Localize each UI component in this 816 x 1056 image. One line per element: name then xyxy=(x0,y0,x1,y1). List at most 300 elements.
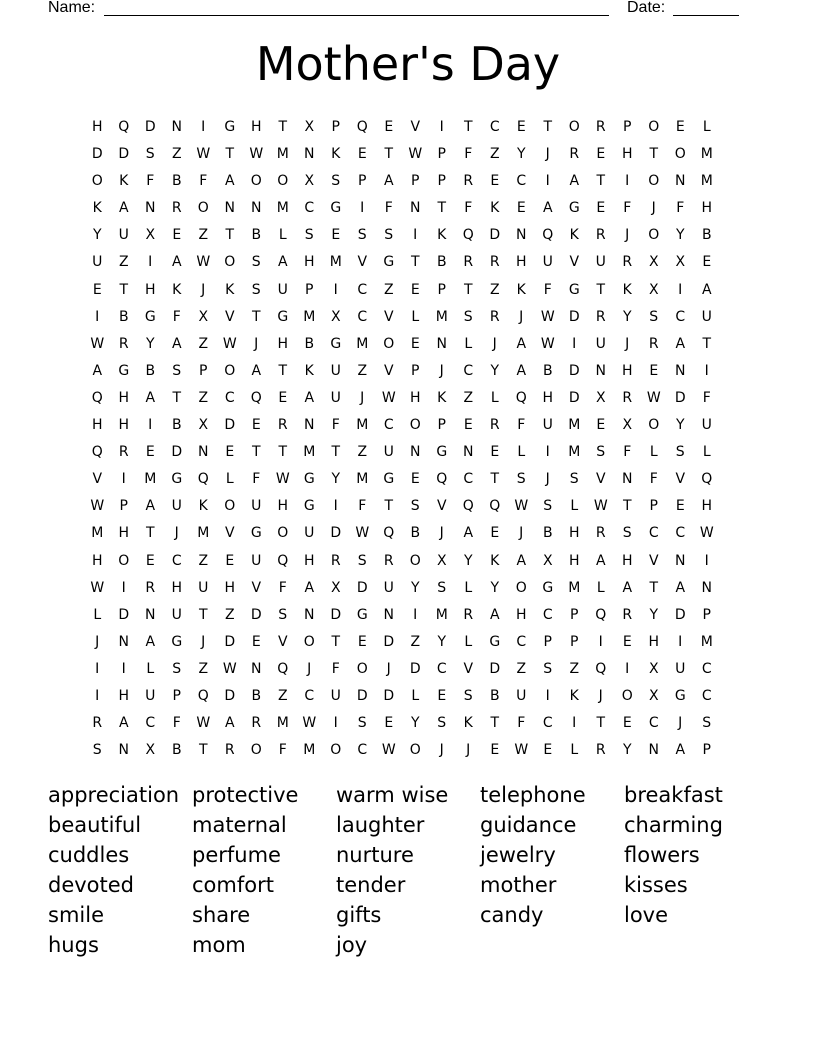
grid-letter[interactable]: H xyxy=(542,389,554,406)
grid-letter[interactable]: L xyxy=(464,633,473,650)
grid-letter[interactable]: F xyxy=(464,146,473,163)
grid-letter[interactable]: Q xyxy=(436,471,448,488)
grid-letter[interactable]: F xyxy=(331,417,340,434)
grid-letter[interactable]: F xyxy=(172,715,181,732)
grid-letter[interactable]: K xyxy=(463,715,473,732)
grid-letter[interactable]: M xyxy=(356,471,369,488)
grid-letter[interactable]: D xyxy=(489,227,501,244)
grid-letter[interactable]: U xyxy=(198,579,209,596)
grid-letter[interactable]: H xyxy=(303,552,315,569)
grid-letter[interactable]: D xyxy=(383,687,395,704)
grid-letter[interactable]: R xyxy=(383,552,394,569)
grid-letter[interactable]: Z xyxy=(198,335,209,352)
grid-letter[interactable]: Y xyxy=(516,146,526,163)
grid-letter[interactable]: G xyxy=(224,119,236,135)
grid-letter[interactable]: P xyxy=(543,633,552,650)
grid-letter[interactable]: M xyxy=(700,173,713,190)
grid-letter[interactable]: D xyxy=(171,444,183,461)
grid-letter[interactable]: B xyxy=(171,742,182,759)
grid-letter[interactable]: I xyxy=(333,715,338,732)
grid-letter[interactable]: U xyxy=(330,389,341,406)
grid-letter[interactable]: T xyxy=(596,173,606,190)
grid-letter[interactable]: C xyxy=(542,715,553,732)
grid-letter[interactable]: Y xyxy=(675,417,685,434)
grid-letter[interactable]: Y xyxy=(622,308,632,325)
grid-letter[interactable]: R xyxy=(489,254,500,271)
grid-letter[interactable]: P xyxy=(199,362,208,379)
grid-letter[interactable]: E xyxy=(384,119,394,135)
grid-letter[interactable]: G xyxy=(171,633,183,650)
grid-letter[interactable]: M xyxy=(356,335,369,352)
grid-letter[interactable]: I xyxy=(572,715,577,732)
grid-letter[interactable]: R xyxy=(595,119,606,135)
grid-letter[interactable]: A xyxy=(118,200,129,217)
grid-letter[interactable]: Z xyxy=(357,444,368,461)
grid-letter[interactable]: R xyxy=(171,200,182,217)
grid-letter[interactable]: L xyxy=(93,606,102,623)
grid-letter[interactable]: T xyxy=(384,146,394,163)
grid-letter[interactable]: K xyxy=(569,227,579,244)
grid-letter[interactable]: P xyxy=(702,606,711,623)
grid-letter[interactable]: Z xyxy=(198,660,209,677)
grid-letter[interactable]: J xyxy=(625,227,630,244)
grid-letter[interactable]: E xyxy=(145,552,155,569)
grid-letter[interactable]: A xyxy=(171,335,182,352)
grid-letter[interactable]: R xyxy=(92,715,103,732)
grid-letter[interactable]: J xyxy=(439,742,444,759)
grid-letter[interactable]: W xyxy=(90,498,105,515)
grid-letter[interactable]: J xyxy=(386,660,391,677)
grid-letter[interactable]: S xyxy=(437,579,447,596)
grid-letter[interactable]: A xyxy=(304,389,315,406)
grid-letter[interactable]: U xyxy=(92,254,103,271)
grid-letter[interactable]: X xyxy=(304,173,315,190)
grid-letter[interactable]: N xyxy=(622,471,633,488)
grid-letter[interactable]: Q xyxy=(383,525,395,542)
grid-letter[interactable]: N xyxy=(516,227,527,244)
grid-letter[interactable]: M xyxy=(303,444,316,461)
grid-letter[interactable]: S xyxy=(596,444,606,461)
grid-letter[interactable]: G xyxy=(674,687,686,704)
grid-letter[interactable]: F xyxy=(702,389,711,406)
grid-letter[interactable]: X xyxy=(648,254,659,271)
grid-letter[interactable]: O xyxy=(409,552,421,569)
grid-letter[interactable]: R xyxy=(463,606,474,623)
grid-letter[interactable]: A xyxy=(675,579,686,596)
grid-letter[interactable]: B xyxy=(171,173,182,190)
grid-letter[interactable]: A xyxy=(489,606,500,623)
grid-letter[interactable]: A xyxy=(277,254,288,271)
grid-letter[interactable]: Q xyxy=(595,606,607,623)
grid-letter[interactable]: L xyxy=(411,308,420,325)
grid-letter[interactable]: C xyxy=(145,715,156,732)
grid-letter[interactable]: U xyxy=(701,308,712,325)
grid-letter[interactable]: S xyxy=(172,660,182,677)
grid-letter[interactable]: E xyxy=(596,200,606,217)
grid-letter[interactable]: H xyxy=(91,552,103,569)
grid-letter[interactable]: O xyxy=(250,742,262,759)
grid-letter[interactable]: R xyxy=(118,335,129,352)
grid-letter[interactable]: U xyxy=(383,579,394,596)
grid-letter[interactable]: V xyxy=(383,362,394,379)
grid-letter[interactable]: W xyxy=(381,742,396,759)
grid-letter[interactable]: T xyxy=(145,525,155,542)
grid-letter[interactable]: N xyxy=(118,633,129,650)
grid-letter[interactable]: O xyxy=(224,498,236,515)
grid-letter[interactable]: A xyxy=(251,362,262,379)
grid-letter[interactable]: Q xyxy=(462,227,474,244)
grid-letter[interactable]: J xyxy=(545,471,550,488)
grid-letter[interactable]: O xyxy=(356,660,368,677)
grid-letter[interactable]: Q xyxy=(595,660,607,677)
grid-letter[interactable]: Z xyxy=(463,389,474,406)
grid-letter[interactable]: Q xyxy=(277,552,289,569)
grid-letter[interactable]: P xyxy=(570,633,579,650)
grid-letter[interactable]: F xyxy=(146,173,155,190)
grid-letter[interactable]: I xyxy=(333,498,338,515)
grid-letter[interactable]: U xyxy=(277,281,288,298)
grid-letter[interactable]: N xyxy=(145,606,156,623)
grid-letter[interactable]: H xyxy=(118,687,130,704)
grid-letter[interactable]: H xyxy=(118,389,130,406)
grid-letter[interactable]: D xyxy=(144,119,156,135)
grid-letter[interactable]: V xyxy=(569,254,580,271)
grid-letter[interactable]: U xyxy=(118,227,129,244)
grid-letter[interactable]: T xyxy=(596,281,606,298)
grid-letter[interactable]: G xyxy=(171,471,183,488)
grid-letter[interactable]: W xyxy=(196,254,211,271)
grid-letter[interactable]: C xyxy=(463,471,474,488)
grid-letter[interactable]: F xyxy=(464,200,473,217)
grid-letter[interactable]: D xyxy=(250,606,262,623)
grid-letter[interactable]: J xyxy=(492,335,497,352)
grid-letter[interactable]: H xyxy=(621,362,633,379)
grid-letter[interactable]: B xyxy=(118,308,129,325)
grid-letter[interactable]: C xyxy=(383,417,394,434)
grid-letter[interactable]: F xyxy=(517,417,526,434)
grid-letter[interactable]: T xyxy=(622,498,632,515)
grid-letter[interactable]: L xyxy=(596,579,605,596)
grid-letter[interactable]: E xyxy=(490,444,500,461)
grid-letter[interactable]: H xyxy=(277,335,289,352)
grid-letter[interactable]: F xyxy=(252,471,261,488)
grid-letter[interactable]: P xyxy=(437,173,446,190)
grid-letter[interactable]: H xyxy=(118,525,130,542)
grid-letter[interactable]: X xyxy=(622,417,633,434)
grid-letter[interactable]: Y xyxy=(437,633,447,650)
grid-letter[interactable]: K xyxy=(172,281,182,298)
grid-letter[interactable]: M xyxy=(144,471,157,488)
grid-letter[interactable]: V xyxy=(648,552,659,569)
grid-letter[interactable]: H xyxy=(91,119,103,135)
grid-letter[interactable]: A xyxy=(622,579,633,596)
grid-letter[interactable]: E xyxy=(145,444,155,461)
grid-letter[interactable]: Q xyxy=(91,444,103,461)
grid-letter[interactable]: O xyxy=(303,633,315,650)
grid-letter[interactable]: K xyxy=(119,173,129,190)
grid-letter[interactable]: C xyxy=(542,606,553,623)
grid-letter[interactable]: M xyxy=(91,525,104,542)
grid-letter[interactable]: C xyxy=(516,633,527,650)
grid-letter[interactable]: L xyxy=(278,227,287,244)
grid-letter[interactable]: Q xyxy=(515,389,527,406)
grid-letter[interactable]: E xyxy=(596,417,606,434)
grid-letter[interactable]: F xyxy=(199,173,208,190)
grid-letter[interactable]: A xyxy=(463,525,474,542)
grid-letter[interactable]: N xyxy=(436,335,447,352)
grid-letter[interactable]: V xyxy=(251,579,262,596)
grid-letter[interactable]: V xyxy=(595,471,606,488)
grid-letter[interactable]: S xyxy=(145,146,155,163)
grid-letter[interactable]: E xyxy=(410,335,420,352)
grid-letter[interactable]: Z xyxy=(277,687,288,704)
grid-letter[interactable]: J xyxy=(254,335,259,352)
grid-letter[interactable]: D xyxy=(330,525,342,542)
grid-letter[interactable]: S xyxy=(357,715,367,732)
grid-letter[interactable]: M xyxy=(435,606,448,623)
grid-letter[interactable]: E xyxy=(463,417,473,434)
grid-letter[interactable]: U xyxy=(330,687,341,704)
grid-letter[interactable]: H xyxy=(515,254,527,271)
grid-letter[interactable]: K xyxy=(304,362,314,379)
grid-letter[interactable]: U xyxy=(145,687,156,704)
grid-letter[interactable]: O xyxy=(674,146,686,163)
grid-letter[interactable]: R xyxy=(463,254,474,271)
grid-letter[interactable]: E xyxy=(675,119,685,135)
grid-letter[interactable]: P xyxy=(331,119,340,135)
grid-letter[interactable]: U xyxy=(675,660,686,677)
grid-letter[interactable]: K xyxy=(331,146,341,163)
grid-letter[interactable]: W xyxy=(540,335,555,352)
grid-letter[interactable]: H xyxy=(277,498,289,515)
grid-letter[interactable]: J xyxy=(360,389,365,406)
grid-letter[interactable]: Q xyxy=(277,660,289,677)
grid-letter[interactable]: D xyxy=(356,687,368,704)
grid-letter[interactable]: O xyxy=(277,173,289,190)
grid-letter[interactable]: D xyxy=(330,606,342,623)
grid-letter[interactable]: Z xyxy=(198,227,209,244)
grid-letter[interactable]: N xyxy=(675,173,686,190)
grid-letter[interactable]: Y xyxy=(331,471,341,488)
grid-letter[interactable]: C xyxy=(675,308,686,325)
grid-letter[interactable]: L xyxy=(649,444,658,461)
grid-letter[interactable]: G xyxy=(118,362,130,379)
grid-letter[interactable]: R xyxy=(224,742,235,759)
grid-letter[interactable]: Y xyxy=(622,742,632,759)
grid-letter[interactable]: F xyxy=(517,715,526,732)
grid-letter[interactable]: A xyxy=(701,281,712,298)
grid-letter[interactable]: R xyxy=(489,417,500,434)
grid-letter[interactable]: Y xyxy=(490,579,500,596)
grid-letter[interactable]: F xyxy=(172,308,181,325)
grid-letter[interactable]: Q xyxy=(197,471,209,488)
grid-letter[interactable]: J xyxy=(651,200,656,217)
grid-letter[interactable]: I xyxy=(572,335,577,352)
grid-letter[interactable]: R xyxy=(595,308,606,325)
grid-letter[interactable]: T xyxy=(490,471,500,488)
grid-letter[interactable]: W xyxy=(249,146,264,163)
grid-letter[interactable]: M xyxy=(276,715,289,732)
grid-letter[interactable]: R xyxy=(118,444,129,461)
grid-letter[interactable]: K xyxy=(490,552,500,569)
grid-letter[interactable]: H xyxy=(515,606,527,623)
grid-letter[interactable]: Z xyxy=(198,389,209,406)
grid-letter[interactable]: Q xyxy=(197,687,209,704)
grid-letter[interactable]: W xyxy=(90,335,105,352)
grid-letter[interactable]: G xyxy=(383,471,395,488)
grid-letter[interactable]: J xyxy=(201,633,206,650)
grid-letter[interactable]: E xyxy=(622,715,632,732)
grid-letter[interactable]: U xyxy=(595,254,606,271)
grid-letter[interactable]: I xyxy=(148,417,153,434)
grid-letter[interactable]: G xyxy=(383,254,395,271)
grid-letter[interactable]: S xyxy=(251,254,261,271)
grid-letter[interactable]: Q xyxy=(250,389,262,406)
grid-letter[interactable]: M xyxy=(303,308,316,325)
grid-letter[interactable]: Z xyxy=(410,633,421,650)
grid-letter[interactable]: H xyxy=(303,254,315,271)
grid-letter[interactable]: D xyxy=(224,417,236,434)
grid-letter[interactable]: D xyxy=(383,633,395,650)
grid-letter[interactable]: I xyxy=(360,200,365,217)
grid-letter[interactable]: T xyxy=(225,146,235,163)
grid-letter[interactable]: V xyxy=(410,119,421,135)
grid-letter[interactable]: B xyxy=(436,254,447,271)
grid-letter[interactable]: A xyxy=(542,200,553,217)
grid-letter[interactable]: Q xyxy=(701,471,713,488)
grid-letter[interactable]: F xyxy=(331,660,340,677)
grid-letter[interactable]: F xyxy=(543,281,552,298)
grid-letter[interactable]: T xyxy=(490,715,500,732)
grid-letter[interactable]: X xyxy=(542,552,553,569)
grid-letter[interactable]: J xyxy=(545,146,550,163)
grid-letter[interactable]: Z xyxy=(118,254,129,271)
grid-letter[interactable]: T xyxy=(437,200,447,217)
grid-letter[interactable]: P xyxy=(702,742,711,759)
grid-letter[interactable]: U xyxy=(516,687,527,704)
grid-letter[interactable]: R xyxy=(595,525,606,542)
grid-letter[interactable]: L xyxy=(570,498,579,515)
grid-letter[interactable]: R xyxy=(251,715,262,732)
grid-letter[interactable]: C xyxy=(648,525,659,542)
grid-letter[interactable]: I xyxy=(625,660,630,677)
grid-letter[interactable]: S xyxy=(410,498,420,515)
grid-letter[interactable]: N xyxy=(410,200,421,217)
grid-letter[interactable]: G xyxy=(542,579,554,596)
grid-letter[interactable]: M xyxy=(435,308,448,325)
grid-letter[interactable]: S xyxy=(543,498,553,515)
grid-letter[interactable]: U xyxy=(542,254,553,271)
grid-letter[interactable]: D xyxy=(91,146,103,163)
grid-letter[interactable]: H xyxy=(568,525,580,542)
grid-letter[interactable]: F xyxy=(676,200,685,217)
grid-letter[interactable]: A xyxy=(224,715,235,732)
grid-letter[interactable]: O xyxy=(515,579,527,596)
grid-letter[interactable]: T xyxy=(278,444,288,461)
grid-letter[interactable]: Z xyxy=(224,606,235,623)
grid-letter[interactable]: A xyxy=(145,389,156,406)
grid-letter[interactable]: C xyxy=(648,715,659,732)
grid-letter[interactable]: M xyxy=(197,525,210,542)
grid-letter[interactable]: A xyxy=(145,633,156,650)
grid-letter[interactable]: D xyxy=(356,579,368,596)
grid-letter[interactable]: D xyxy=(568,308,580,325)
grid-letter[interactable]: H xyxy=(621,552,633,569)
grid-letter[interactable]: G xyxy=(303,471,315,488)
grid-letter[interactable]: H xyxy=(91,417,103,434)
grid-letter[interactable]: N xyxy=(304,146,315,163)
grid-letter[interactable]: R xyxy=(622,606,633,623)
grid-letter[interactable]: C xyxy=(463,362,474,379)
grid-letter[interactable]: H xyxy=(648,633,660,650)
grid-letter[interactable]: E xyxy=(516,119,526,135)
grid-letter[interactable]: R xyxy=(569,146,580,163)
grid-letter[interactable]: Y xyxy=(92,227,102,244)
grid-letter[interactable]: W xyxy=(514,742,529,759)
grid-letter[interactable]: Y xyxy=(463,552,473,569)
grid-letter[interactable]: W xyxy=(90,579,105,596)
grid-letter[interactable]: J xyxy=(439,362,444,379)
grid-letter[interactable]: J xyxy=(625,335,630,352)
grid-letter[interactable]: B xyxy=(145,362,156,379)
name-field[interactable] xyxy=(104,0,609,16)
grid-letter[interactable]: S xyxy=(543,660,553,677)
grid-letter[interactable]: G xyxy=(250,525,262,542)
grid-letter[interactable]: M xyxy=(303,742,316,759)
grid-letter[interactable]: T xyxy=(278,362,288,379)
grid-letter[interactable]: S xyxy=(331,173,341,190)
grid-letter[interactable]: C xyxy=(701,687,712,704)
grid-letter[interactable]: V xyxy=(224,525,235,542)
grid-letter[interactable]: S xyxy=(384,227,394,244)
grid-letter[interactable]: N xyxy=(675,362,686,379)
grid-letter[interactable]: Z xyxy=(383,281,394,298)
grid-letter[interactable]: P xyxy=(437,417,446,434)
grid-letter[interactable]: I xyxy=(678,281,683,298)
grid-letter[interactable]: R xyxy=(277,417,288,434)
grid-letter[interactable]: J xyxy=(174,525,179,542)
grid-letter[interactable]: K xyxy=(437,389,447,406)
grid-letter[interactable]: X xyxy=(675,254,686,271)
grid-letter[interactable]: N xyxy=(118,742,129,759)
grid-letter[interactable]: A xyxy=(92,362,103,379)
grid-letter[interactable]: S xyxy=(622,525,632,542)
grid-letter[interactable]: T xyxy=(172,389,182,406)
grid-letter[interactable]: Q xyxy=(91,389,103,406)
date-field[interactable] xyxy=(673,0,739,16)
grid-letter[interactable]: I xyxy=(704,552,709,569)
grid-letter[interactable]: R xyxy=(648,335,659,352)
grid-letter[interactable]: K xyxy=(198,498,208,515)
grid-letter[interactable]: T xyxy=(331,444,341,461)
grid-letter[interactable]: I xyxy=(333,281,338,298)
grid-letter[interactable]: L xyxy=(517,444,526,461)
grid-letter[interactable]: B xyxy=(251,687,262,704)
grid-letter[interactable]: E xyxy=(437,687,447,704)
grid-letter[interactable]: E xyxy=(596,146,606,163)
grid-letter[interactable]: E xyxy=(225,444,235,461)
grid-letter[interactable]: N xyxy=(675,552,686,569)
grid-letter[interactable]: S xyxy=(251,281,261,298)
grid-letter[interactable]: J xyxy=(307,660,312,677)
grid-letter[interactable]: V xyxy=(383,308,394,325)
grid-letter[interactable]: M xyxy=(276,146,289,163)
grid-letter[interactable]: U xyxy=(595,335,606,352)
grid-letter[interactable]: E xyxy=(251,633,261,650)
grid-letter[interactable]: T xyxy=(331,633,341,650)
grid-letter[interactable]: T xyxy=(198,742,208,759)
grid-letter[interactable]: G xyxy=(436,444,448,461)
